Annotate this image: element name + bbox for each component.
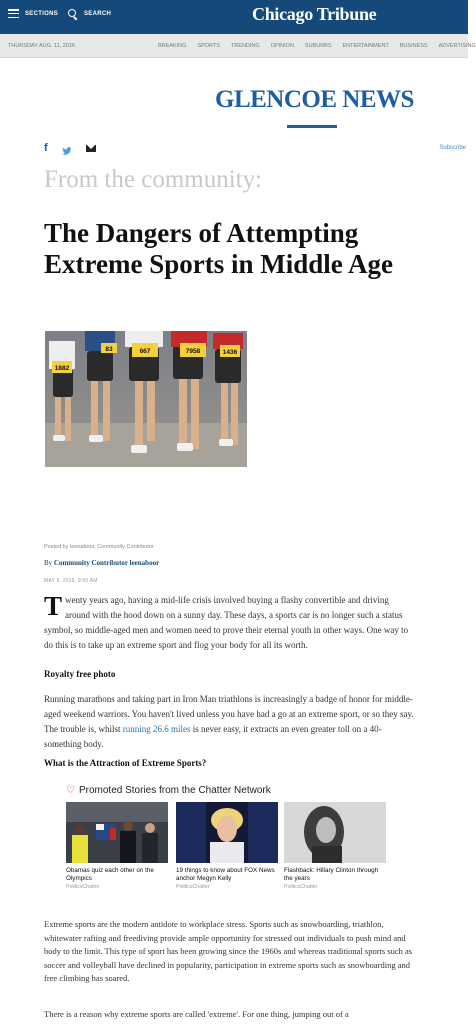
photo-credit-heading: Royalty free photo bbox=[44, 669, 116, 679]
menu-icon bbox=[8, 9, 19, 18]
byline-prefix: By bbox=[44, 559, 53, 567]
twitter-icon[interactable] bbox=[62, 143, 72, 153]
paragraph-text: is never easy, it extracts an even greater toll on a 40-something body. bbox=[44, 724, 382, 749]
bib-label: 667 bbox=[139, 348, 151, 355]
promoted-thumbnail[interactable] bbox=[284, 802, 386, 863]
paragraph-text: wenty years ago, having a mid-life crisis involved buying a flashy convertible and driving around with the hood down on a sunny day. These days, a sports car is no longer such a status symbol, so middle-aged men and women need to prove their eternal youth in other ways. One way to do this is to take up an extreme sport and flog your body for all its worth. bbox=[44, 595, 409, 650]
promoted-story[interactable] bbox=[176, 802, 278, 890]
promoted-source: PoliticsChatter bbox=[176, 884, 210, 890]
glencoe-news-masthead[interactable]: GLENCOE NEWS bbox=[215, 86, 414, 113]
sections-label: SECTIONS bbox=[25, 10, 59, 17]
article-paragraph: Extreme sports are the modern antidote to workplace stress. Sports such as snowboarding, triathlon, whitewater rafting and freediving provide ample opportunity for stressed out individuals to push mind and body to the limit. This type of sport has been growing since the 1960s and whereas traditional sports such as soccer and volleyball have declined in popularity, participation in extreme sports such as snowboarding and free climbing has soared. bbox=[44, 919, 413, 984]
nav-item-sports[interactable]: SPORTS bbox=[197, 43, 220, 49]
subscribe-link[interactable]: Subscribe bbox=[439, 145, 466, 151]
promoted-story[interactable] bbox=[66, 802, 168, 890]
article-paragraph: There is a reason why extreme sports are called 'extreme'. For one thing, jumping out of a bbox=[44, 1009, 349, 1019]
search-icon bbox=[68, 9, 78, 19]
secondary-nav bbox=[0, 34, 476, 58]
promoted-caption[interactable]: Flashback: Hillary Clinton through the years bbox=[284, 867, 379, 882]
nav-item-advertising[interactable]: ADVERTISING bbox=[438, 43, 476, 49]
article-photo[interactable] bbox=[45, 331, 247, 467]
article-headline: The Dangers of Attempting Extreme Sports in Middle Age bbox=[44, 218, 393, 279]
author-link[interactable]: Community Contributor leenaboor bbox=[53, 559, 160, 567]
drop-cap: T bbox=[44, 591, 63, 621]
article-paragraph bbox=[44, 692, 414, 752]
sections-button[interactable] bbox=[8, 9, 58, 18]
posted-by: Posted by leenaboor, Community Contributor bbox=[44, 544, 154, 550]
facebook-icon[interactable]: f bbox=[44, 142, 48, 154]
section-heading: What is the Attraction of Extreme Sports? bbox=[44, 758, 207, 768]
promoted-source: PoliticsChatter bbox=[284, 884, 318, 890]
promoted-story[interactable] bbox=[284, 802, 386, 890]
chicago-tribune-logo[interactable]: Chicago Tribune bbox=[252, 4, 377, 24]
nav-item-entertainment[interactable]: ENTERTAINMENT bbox=[342, 43, 389, 49]
promoted-source: PoliticsChatter bbox=[66, 884, 100, 890]
nav-item-opinion[interactable]: OPINION bbox=[270, 43, 294, 49]
masthead-divider bbox=[287, 125, 337, 128]
search-label: SEARCH bbox=[84, 11, 112, 17]
nav-item-business[interactable]: BUSINESS bbox=[399, 43, 428, 49]
heart-icon: ♡ bbox=[66, 785, 75, 796]
search-button[interactable] bbox=[68, 9, 111, 19]
bib-label: 1436 bbox=[222, 349, 238, 356]
bib-label: 1882 bbox=[54, 365, 70, 372]
top-bar bbox=[0, 0, 468, 34]
email-icon[interactable] bbox=[86, 145, 96, 152]
date-label: THURSDAY AUG. 11, 2016 bbox=[8, 43, 75, 49]
paragraph-text: Running marathons and taking part in Iron Man triathlons is increasingly a badge of honor for middle-aged weekend warriors. You haven't lived unless you have had a go at an extreme sport, or so they say. The trouble is, whilst bbox=[44, 694, 414, 734]
nav-links bbox=[158, 43, 476, 49]
share-bar bbox=[44, 142, 96, 154]
promoted-thumbnail[interactable] bbox=[176, 802, 278, 863]
marathon-link[interactable]: running 26.6 miles bbox=[122, 724, 191, 734]
bib-label: 83 bbox=[105, 346, 113, 353]
byline bbox=[44, 559, 159, 567]
promoted-caption[interactable]: Obamas quiz each other on the Olympics bbox=[66, 867, 154, 882]
nav-item-suburbs[interactable]: SUBURBS bbox=[304, 43, 332, 49]
promoted-caption[interactable]: 19 things to know about FOX News anchor Megyn Kelly bbox=[176, 867, 275, 882]
bib-label: 7958 bbox=[185, 348, 201, 355]
article-paragraph bbox=[44, 593, 414, 653]
article-timestamp: MAY 5, 2016, 9:55 AM bbox=[44, 578, 98, 584]
nav-item-breaking[interactable]: BREAKING bbox=[158, 43, 187, 49]
promoted-heading bbox=[66, 785, 271, 796]
nav-item-trending[interactable]: TRENDING bbox=[230, 43, 260, 49]
promoted-thumbnail[interactable] bbox=[66, 802, 168, 863]
promoted-heading-label: Promoted Stories from the Chatter Network bbox=[78, 785, 271, 796]
article-kicker: From the community: bbox=[44, 166, 263, 193]
